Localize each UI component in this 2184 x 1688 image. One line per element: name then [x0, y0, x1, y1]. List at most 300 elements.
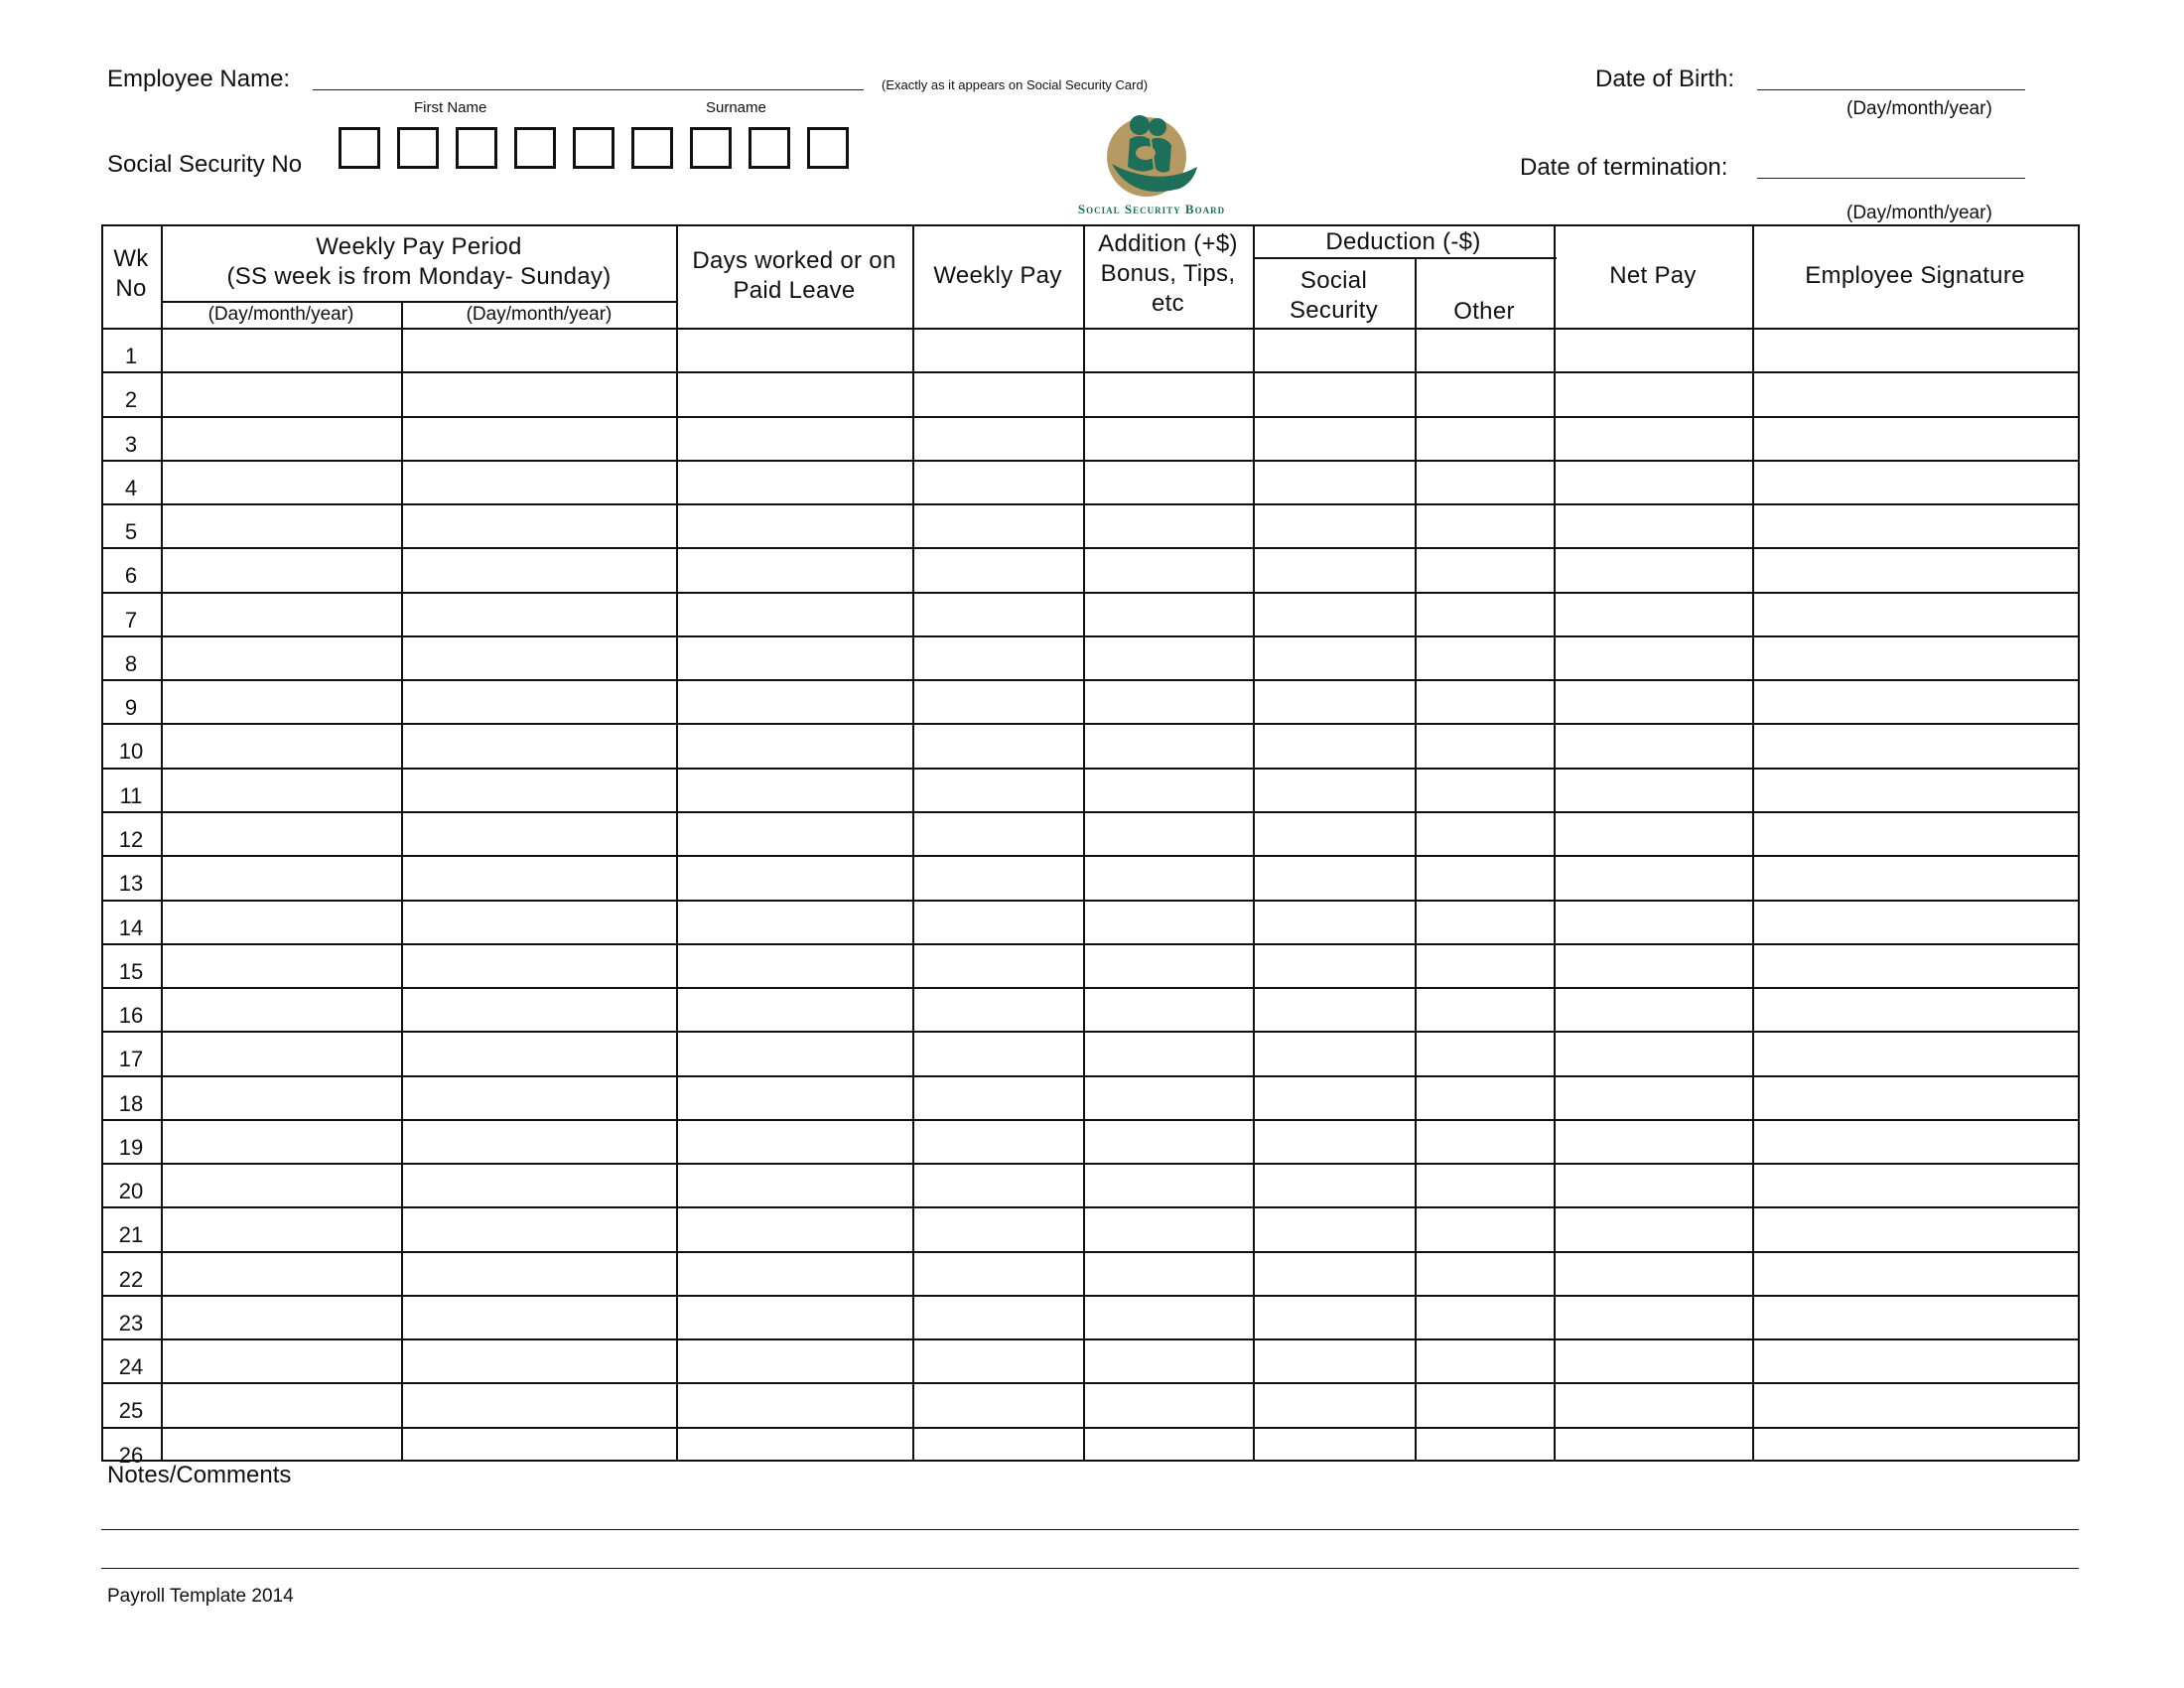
table-cell[interactable]	[1417, 813, 1552, 853]
table-cell[interactable]	[1556, 725, 1750, 765]
table-cell[interactable]	[163, 505, 399, 545]
table-cell[interactable]	[1417, 989, 1552, 1029]
table-cell[interactable]	[1556, 857, 1750, 897]
table-cell[interactable]	[1085, 330, 1251, 369]
table-cell[interactable]	[914, 330, 1081, 369]
table-cell[interactable]	[1754, 945, 2076, 985]
ss-digit-box[interactable]	[514, 127, 556, 169]
table-cell[interactable]	[678, 1340, 910, 1380]
table-cell[interactable]	[914, 725, 1081, 765]
week-number: 19	[118, 1135, 144, 1160]
employee-name-label: Employee Name:	[107, 66, 291, 92]
week-number: 2	[124, 387, 138, 412]
table-cell[interactable]	[1255, 549, 1413, 589]
table-cell[interactable]	[1754, 373, 2076, 413]
table-cell[interactable]	[914, 989, 1081, 1029]
table-cell[interactable]	[1085, 1077, 1251, 1117]
table-cell[interactable]	[1754, 902, 2076, 941]
table-cell[interactable]	[1417, 1429, 1552, 1469]
table-cell[interactable]	[914, 1384, 1081, 1424]
ss-digit-box[interactable]	[631, 127, 673, 169]
table-cell[interactable]	[1085, 725, 1251, 765]
weekly-pay-header: Weekly Pay	[933, 262, 1062, 289]
table-cell[interactable]	[1754, 1165, 2076, 1204]
table-cell[interactable]	[403, 725, 674, 765]
table-cell[interactable]	[1556, 549, 1750, 589]
table-cell[interactable]	[678, 1165, 910, 1204]
table-cell[interactable]	[1417, 505, 1552, 545]
table-cell[interactable]	[1255, 330, 1413, 369]
table-cell[interactable]	[678, 373, 910, 413]
table-cell[interactable]	[1417, 1165, 1552, 1204]
table-cell[interactable]	[1417, 549, 1552, 589]
week-number: 7	[124, 608, 138, 633]
employee-signature-header: Employee Signature	[1805, 262, 2025, 289]
table-cell[interactable]	[1754, 813, 2076, 853]
table-cell[interactable]	[163, 594, 399, 633]
table-cell[interactable]	[163, 462, 399, 501]
table-cell[interactable]	[1255, 1297, 1413, 1336]
table-cell[interactable]	[1255, 681, 1413, 721]
table-cell[interactable]	[403, 549, 674, 589]
table-cell[interactable]	[163, 1340, 399, 1380]
table-cell[interactable]	[1085, 770, 1251, 809]
table-cell[interactable]	[914, 857, 1081, 897]
table-cell[interactable]	[1417, 1384, 1552, 1424]
addition-header-line3: etc	[1152, 290, 1184, 317]
week-number: 14	[118, 915, 144, 940]
week-number: 10	[118, 739, 144, 764]
table-cell[interactable]	[678, 462, 910, 501]
table-cell[interactable]	[1556, 373, 1750, 413]
table-cell[interactable]	[163, 945, 399, 985]
table-cell[interactable]	[1085, 1340, 1251, 1380]
table-cell[interactable]	[1556, 637, 1750, 677]
table-cell[interactable]	[1255, 1429, 1413, 1469]
table-cell[interactable]	[1417, 1033, 1552, 1072]
table-cell[interactable]	[1556, 1340, 1750, 1380]
table-cell[interactable]	[1754, 1384, 2076, 1424]
table-cell[interactable]	[1556, 1077, 1750, 1117]
table-cell[interactable]	[1417, 902, 1552, 941]
table-cell[interactable]	[1754, 725, 2076, 765]
week-number: 25	[118, 1398, 144, 1423]
table-cell[interactable]	[1085, 418, 1251, 458]
table-cell[interactable]	[1417, 1297, 1552, 1336]
table-cell[interactable]	[163, 330, 399, 369]
table-cell[interactable]	[1556, 1297, 1750, 1336]
table-cell[interactable]	[1417, 1208, 1552, 1248]
table-cell[interactable]	[1556, 813, 1750, 853]
week-number: 15	[118, 959, 144, 984]
table-cell[interactable]	[1085, 945, 1251, 985]
table-cell[interactable]	[1417, 1121, 1552, 1161]
termination-label: Date of termination:	[1520, 154, 1728, 181]
table-cell[interactable]	[1255, 989, 1413, 1029]
table-cell[interactable]	[678, 549, 910, 589]
table-cell[interactable]	[1255, 813, 1413, 853]
table-cell[interactable]	[163, 770, 399, 809]
table-cell[interactable]	[1085, 681, 1251, 721]
table-top-border	[101, 224, 2079, 226]
table-cell[interactable]	[1556, 330, 1750, 369]
pay-period-header	[161, 232, 677, 292]
table-cell[interactable]	[678, 1384, 910, 1424]
deduction-header: Deduction (-$)	[1325, 228, 1481, 255]
table-cell[interactable]	[163, 989, 399, 1029]
table-cell[interactable]	[1255, 637, 1413, 677]
table-cell[interactable]	[1085, 1384, 1251, 1424]
table-cell[interactable]	[1556, 1384, 1750, 1424]
table-cell[interactable]	[403, 902, 674, 941]
table-cell[interactable]	[163, 418, 399, 458]
table-cell[interactable]	[914, 505, 1081, 545]
table-cell[interactable]	[678, 902, 910, 941]
table-cell[interactable]	[1754, 1297, 2076, 1336]
table-cell[interactable]	[1754, 681, 2076, 721]
net-pay-header: Net Pay	[1609, 262, 1697, 289]
table-cell[interactable]	[163, 725, 399, 765]
table-cell[interactable]	[403, 857, 674, 897]
table-cell[interactable]	[678, 989, 910, 1029]
table-cell[interactable]	[1754, 1253, 2076, 1293]
table-cell[interactable]	[1754, 637, 2076, 677]
ss-digit-box[interactable]	[690, 127, 732, 169]
table-cell[interactable]	[678, 1297, 910, 1336]
table-cell[interactable]	[1255, 462, 1413, 501]
table-cell[interactable]	[163, 1297, 399, 1336]
table-cell[interactable]	[1754, 1033, 2076, 1072]
table-cell[interactable]	[1754, 1340, 2076, 1380]
table-cell[interactable]	[1556, 1033, 1750, 1072]
table-cell[interactable]	[163, 1208, 399, 1248]
table-cell[interactable]	[1417, 330, 1552, 369]
table-cell[interactable]	[163, 813, 399, 853]
table-cell[interactable]	[914, 1077, 1081, 1117]
dob-format: (Day/month/year)	[1846, 98, 1992, 119]
table-cell[interactable]	[914, 1121, 1081, 1161]
table-cell[interactable]	[403, 681, 674, 721]
table-cell[interactable]	[1255, 594, 1413, 633]
addition-header	[1083, 229, 1253, 319]
table-cell[interactable]	[1754, 418, 2076, 458]
table-cell[interactable]	[1556, 594, 1750, 633]
table-cell[interactable]	[678, 857, 910, 897]
notes-line-1[interactable]	[101, 1529, 2079, 1530]
table-cell[interactable]	[1255, 373, 1413, 413]
week-number: 26	[118, 1443, 144, 1468]
table-cell[interactable]	[163, 549, 399, 589]
table-cell[interactable]	[1556, 1253, 1750, 1293]
logo-emblem	[1102, 109, 1201, 203]
week-number: 1	[124, 344, 138, 368]
table-cell[interactable]	[1255, 1165, 1413, 1204]
pay-period-header-line2: (SS week is from Monday- Sunday)	[226, 263, 612, 290]
table-cell[interactable]	[914, 1033, 1081, 1072]
table-cell[interactable]	[914, 1165, 1081, 1204]
table-cell[interactable]	[403, 1340, 674, 1380]
table-cell[interactable]	[1255, 1033, 1413, 1072]
week-number: 3	[124, 432, 138, 457]
table-cell[interactable]	[1417, 1077, 1552, 1117]
table-cell[interactable]	[1417, 462, 1552, 501]
table-cell[interactable]	[1085, 1033, 1251, 1072]
logo-caption: Social Security Board	[1077, 202, 1226, 216]
table-cell[interactable]	[403, 594, 674, 633]
table-cell[interactable]	[1255, 902, 1413, 941]
table-cell[interactable]	[1556, 989, 1750, 1029]
table-cell[interactable]	[914, 1253, 1081, 1293]
ss-digit-box[interactable]	[456, 127, 497, 169]
table-cell[interactable]	[914, 1340, 1081, 1380]
ss-digit-box[interactable]	[339, 127, 380, 169]
table-cell[interactable]	[1556, 1429, 1750, 1469]
table-cell[interactable]	[403, 1208, 674, 1248]
termination-format: (Day/month/year)	[1846, 203, 1992, 223]
dob-field[interactable]	[1757, 89, 2025, 90]
exactly-as-appears-note: (Exactly as it appears on Social Security Card)	[882, 77, 1149, 92]
table-cell[interactable]	[914, 681, 1081, 721]
table-cell[interactable]	[1417, 945, 1552, 985]
table-cell[interactable]	[1085, 1208, 1251, 1248]
week-number: 24	[118, 1354, 144, 1379]
table-cell[interactable]	[1085, 813, 1251, 853]
table-cell[interactable]	[678, 1253, 910, 1293]
dob-label: Date of Birth:	[1595, 66, 1735, 92]
social-security-header	[1253, 266, 1415, 326]
table-cell[interactable]	[914, 594, 1081, 633]
table-cell[interactable]	[163, 1384, 399, 1424]
table-cell[interactable]	[1255, 1340, 1413, 1380]
table-cell[interactable]	[914, 1429, 1081, 1469]
table-cell[interactable]	[1085, 373, 1251, 413]
table-cell[interactable]	[1754, 857, 2076, 897]
table-cell[interactable]	[914, 462, 1081, 501]
ss-digit-box[interactable]	[749, 127, 790, 169]
social-security-header-line1: Social	[1299, 267, 1368, 294]
table-cell[interactable]	[1754, 1429, 2076, 1469]
table-cell[interactable]	[1255, 1077, 1413, 1117]
table-cell[interactable]	[678, 1208, 910, 1248]
template-label: Payroll Template 2014	[107, 1586, 294, 1607]
table-cell[interactable]	[1754, 989, 2076, 1029]
table-cell[interactable]	[1255, 1121, 1413, 1161]
table-cell[interactable]	[1255, 725, 1413, 765]
table-cell[interactable]	[1754, 330, 2076, 369]
week-number: 4	[124, 476, 138, 500]
table-cell[interactable]	[678, 945, 910, 985]
table-cell[interactable]	[163, 1253, 399, 1293]
table-cell[interactable]	[914, 1297, 1081, 1336]
table-cell[interactable]	[1255, 1253, 1413, 1293]
table-cell[interactable]	[1255, 1384, 1413, 1424]
table-cell[interactable]	[914, 549, 1081, 589]
table-cell[interactable]	[403, 1121, 674, 1161]
week-number: 16	[118, 1003, 144, 1028]
table-cell[interactable]	[678, 681, 910, 721]
ss-digit-box[interactable]	[397, 127, 439, 169]
table-cell[interactable]	[1417, 373, 1552, 413]
table-cell[interactable]	[678, 594, 910, 633]
table-cell[interactable]	[1085, 594, 1251, 633]
table-cell[interactable]	[403, 505, 674, 545]
days-worked-header-line2: Paid Leave	[733, 277, 856, 304]
table-cell[interactable]	[403, 1384, 674, 1424]
table-cell[interactable]	[1754, 1208, 2076, 1248]
table-cell[interactable]	[914, 770, 1081, 809]
table-cell[interactable]	[403, 637, 674, 677]
table-cell[interactable]	[1085, 1429, 1251, 1469]
days-worked-header-line1: Days worked or on	[692, 247, 896, 274]
table-cell[interactable]	[1754, 594, 2076, 633]
table-cell[interactable]	[1417, 725, 1552, 765]
table-cell[interactable]	[1754, 770, 2076, 809]
table-cell[interactable]	[403, 770, 674, 809]
employee-name-field[interactable]	[313, 89, 864, 90]
table-cell[interactable]	[678, 1033, 910, 1072]
ss-digit-box[interactable]	[573, 127, 614, 169]
table-cell[interactable]	[163, 1165, 399, 1204]
table-cell[interactable]	[1754, 1121, 2076, 1161]
table-cell[interactable]	[1754, 505, 2076, 545]
table-cell[interactable]	[163, 1077, 399, 1117]
table-cell[interactable]	[163, 1033, 399, 1072]
table-cell[interactable]	[403, 1297, 674, 1336]
table-cell[interactable]	[1556, 945, 1750, 985]
table-cell[interactable]	[914, 637, 1081, 677]
table-cell[interactable]	[1085, 1121, 1251, 1161]
wk-no-header	[101, 244, 161, 304]
table-cell[interactable]	[163, 681, 399, 721]
table-cell[interactable]	[1754, 462, 2076, 501]
table-cell[interactable]	[1754, 549, 2076, 589]
week-number: 21	[118, 1222, 144, 1247]
table-cell[interactable]	[678, 637, 910, 677]
table-cell[interactable]	[1556, 1208, 1750, 1248]
table-cell[interactable]	[1255, 945, 1413, 985]
table-cell[interactable]	[914, 902, 1081, 941]
table-cell[interactable]	[914, 373, 1081, 413]
table-cell[interactable]	[1417, 594, 1552, 633]
days-worked-header	[676, 246, 912, 306]
table-cell[interactable]	[914, 418, 1081, 458]
pay-period-header-line1: Weekly Pay Period	[316, 233, 522, 260]
table-cell[interactable]	[1255, 1208, 1413, 1248]
table-cell[interactable]	[678, 770, 910, 809]
table-cell[interactable]	[403, 813, 674, 853]
week-number: 22	[118, 1267, 144, 1292]
termination-field[interactable]	[1757, 178, 2025, 179]
table-cell[interactable]	[403, 1429, 674, 1469]
table-cell[interactable]	[1417, 1340, 1552, 1380]
table-cell[interactable]	[1085, 505, 1251, 545]
table-cell[interactable]	[914, 813, 1081, 853]
week-number: 18	[118, 1091, 144, 1116]
pay-period-subheader-line	[161, 301, 677, 303]
deduction-subheader-line	[1255, 257, 1557, 259]
table-cell[interactable]	[1085, 1297, 1251, 1336]
table-cell[interactable]	[1085, 989, 1251, 1029]
table-cell[interactable]	[1417, 637, 1552, 677]
table-cell[interactable]	[678, 330, 910, 369]
table-cell[interactable]	[1085, 462, 1251, 501]
table-cell[interactable]	[403, 1077, 674, 1117]
table-cell[interactable]	[1556, 418, 1750, 458]
table-cell[interactable]	[1556, 1165, 1750, 1204]
social-security-header-line2: Security	[1289, 297, 1379, 324]
table-cell[interactable]	[1085, 549, 1251, 589]
table-cell[interactable]	[1255, 770, 1413, 809]
table-cell[interactable]	[403, 1033, 674, 1072]
table-cell[interactable]	[163, 1121, 399, 1161]
table-cell[interactable]	[403, 330, 674, 369]
table-cell[interactable]	[403, 1165, 674, 1204]
col-line	[2078, 224, 2080, 1461]
social-security-board-logo	[1102, 109, 1201, 203]
table-cell[interactable]	[678, 1121, 910, 1161]
table-cell[interactable]	[1085, 1165, 1251, 1204]
table-cell[interactable]	[403, 373, 674, 413]
table-cell[interactable]	[1556, 681, 1750, 721]
table-cell[interactable]	[163, 902, 399, 941]
table-cell[interactable]	[1085, 902, 1251, 941]
table-cell[interactable]	[403, 462, 674, 501]
table-cell[interactable]	[163, 637, 399, 677]
week-number: 8	[124, 651, 138, 676]
table-cell[interactable]	[163, 373, 399, 413]
table-cell[interactable]	[1417, 857, 1552, 897]
table-cell[interactable]	[403, 989, 674, 1029]
ss-no-label: Social Security No	[107, 151, 303, 178]
ss-digit-box[interactable]	[807, 127, 849, 169]
table-cell[interactable]	[1556, 462, 1750, 501]
table-cell[interactable]	[914, 1208, 1081, 1248]
table-cell[interactable]	[1556, 770, 1750, 809]
table-cell[interactable]	[678, 813, 910, 853]
wk-no-header-line1: Wk	[113, 245, 149, 272]
table-cell[interactable]	[678, 725, 910, 765]
table-cell[interactable]	[403, 945, 674, 985]
table-cell[interactable]	[1556, 902, 1750, 941]
table-cell[interactable]	[403, 418, 674, 458]
table-cell[interactable]	[678, 1077, 910, 1117]
table-cell[interactable]	[1417, 770, 1552, 809]
table-cell[interactable]	[1255, 505, 1413, 545]
table-cell[interactable]	[1754, 1077, 2076, 1117]
notes-line-2[interactable]	[101, 1568, 2079, 1569]
week-number: 11	[119, 783, 143, 808]
week-number: 12	[118, 827, 144, 852]
table-cell[interactable]	[1417, 681, 1552, 721]
table-cell[interactable]	[1255, 857, 1413, 897]
table-cell[interactable]	[403, 1253, 674, 1293]
table-cell[interactable]	[1085, 1253, 1251, 1293]
table-cell[interactable]	[678, 505, 910, 545]
week-number: 20	[118, 1179, 144, 1203]
table-cell[interactable]	[163, 857, 399, 897]
table-cell[interactable]	[678, 418, 910, 458]
table-cell[interactable]	[914, 945, 1081, 985]
table-cell[interactable]	[1085, 637, 1251, 677]
pay-period-to-format: (Day/month/year)	[466, 304, 613, 325]
table-cell[interactable]	[1417, 418, 1552, 458]
table-cell[interactable]	[1085, 857, 1251, 897]
table-cell[interactable]	[1417, 1253, 1552, 1293]
table-cell[interactable]	[678, 1429, 910, 1469]
table-cell[interactable]	[1255, 418, 1413, 458]
table-cell[interactable]	[1556, 505, 1750, 545]
table-cell[interactable]	[1556, 1121, 1750, 1161]
